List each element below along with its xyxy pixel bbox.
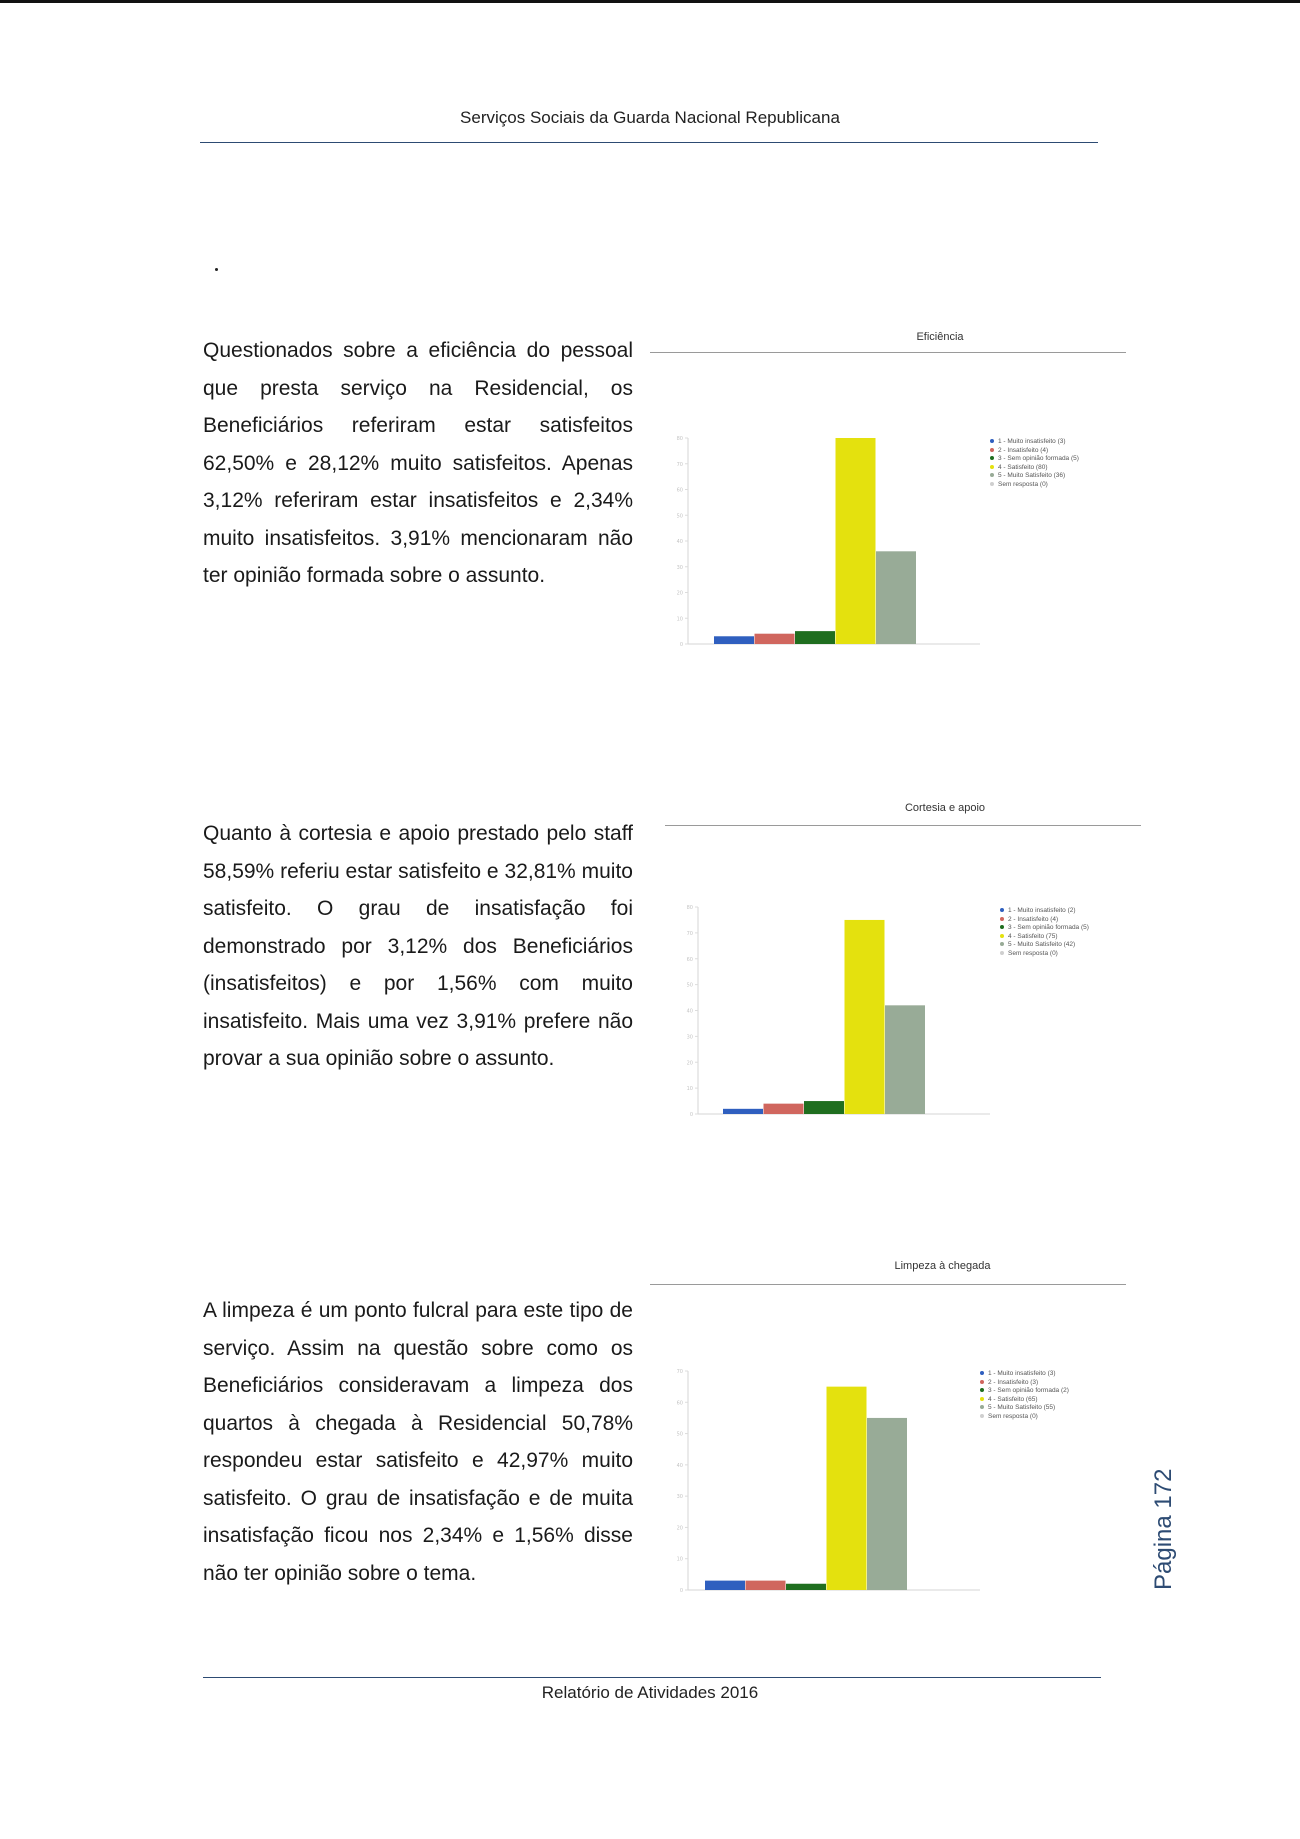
legend-item: [990, 481, 1079, 490]
legend-label: 1 - Muito insatisfeito (3): [988, 1370, 1056, 1377]
legend-item: [980, 1387, 1069, 1396]
legend-cortesia: [1000, 907, 1089, 958]
y-tick-label: 40: [676, 539, 683, 545]
chart-limpeza: [660, 1365, 990, 1595]
header-rule: [200, 142, 1098, 143]
paragraph-eficiencia: Questionados sobre a eficiência do pessoal que presta serviço na Residencial, os Beneficiários referiram estar satisfeitos 62,50% e 28,12% muito satisfeitos. Apenas 3,12% referiram estar insatisfeitos e 2,34% muito insatisfeitos. 3,91% mencionaram não ter opinião formada sobre o assunto.: [203, 339, 633, 587]
legend-label: 2 - Insatisfeito (3): [988, 1378, 1039, 1386]
chart-title-cortesia: Cortesia e apoio: [904, 802, 986, 814]
bar-eficiencia-5: [876, 551, 916, 644]
legend-swatch: [990, 482, 994, 486]
bar-cortesia-1: [723, 1109, 763, 1114]
y-tick-label: 20: [686, 1060, 693, 1067]
legend-label: 2 - Insatisfeito (4): [998, 446, 1049, 454]
legend-swatch: [990, 473, 994, 477]
bar-limpeza-5: [867, 1418, 907, 1590]
y-tick-label: 60: [676, 1400, 683, 1407]
y-tick-label: 40: [686, 1008, 693, 1015]
legend-limpeza: [980, 1370, 1069, 1421]
y-tick-label: 60: [676, 487, 683, 494]
bar-eficiencia-1: [714, 636, 754, 644]
legend-swatch: [980, 1380, 984, 1384]
legend-label: 5 - Muito Satisfeito (55): [988, 1404, 1056, 1411]
legend-swatch: [980, 1414, 984, 1418]
legend-item: [980, 1396, 1069, 1405]
y-tick-label: 10: [686, 1086, 693, 1093]
legend-item: [1000, 907, 1089, 916]
legend-item: [980, 1379, 1069, 1388]
y-tick-label: 80: [676, 436, 683, 442]
legend-label: 1 - Muito insatisfeito (3): [998, 438, 1066, 445]
legend-label: 2 - Insatisfeito (4): [1008, 915, 1059, 923]
bar-eficiencia-3: [795, 631, 835, 644]
legend-label: 1 - Muito insatisfeito (2): [1008, 907, 1076, 914]
chart-eficiencia: [660, 430, 990, 650]
legend-label: Sem resposta (0): [1008, 949, 1058, 957]
y-tick-label: 20: [676, 1525, 683, 1532]
legend-item: [1000, 924, 1089, 933]
legend-swatch: [990, 448, 994, 452]
chart-rule-limpeza: [650, 1284, 1126, 1285]
legend-item: [1000, 916, 1089, 925]
legend-swatch: [1000, 942, 1004, 946]
bar-limpeza-3: [786, 1584, 826, 1590]
y-tick-label: 70: [676, 1369, 683, 1375]
legend-label: 3 - Sem opinião formada (2): [988, 1387, 1069, 1394]
y-tick-label: 0: [679, 642, 683, 648]
y-tick-label: 70: [676, 461, 683, 468]
paragraph-limpeza: A limpeza é um ponto fulcral para este tipo de serviço. Assim na questão sobre como os Beneficiários consideravam a limpeza dos quartos à chegada à Residencial 50,78% respondeu estar satisfeito e 42,97% muito satisfeito. O grau de insatisfação e de muita insatisfação ficou nos 2,34% e 1,56% disse não ter opinião sobre o tema.: [203, 1299, 633, 1585]
legend-label: 5 - Muito Satisfeito (42): [1008, 941, 1076, 948]
page-footer: Relatório de Atividades 2016: [541, 1683, 759, 1702]
bar-limpeza-1: [705, 1581, 745, 1590]
y-tick-label: 70: [686, 930, 693, 937]
bar-cortesia-5: [885, 1005, 925, 1114]
legend-item: [990, 438, 1079, 447]
y-tick-label: 50: [686, 982, 693, 989]
legend-item: [980, 1404, 1069, 1413]
paragraph-cortesia: Quanto à cortesia e apoio prestado pelo staff 58,59% referiu estar satisfeito e 32,81% muito satisfeito. O grau de insatisfação foi demonstrado por 3,12% dos Beneficiários (insatisfeitos) e por 1,56% com muito insatisfeito. Mais uma vez 3,91% prefere não provar a sua opinião sobre o assunto.: [203, 822, 633, 1070]
legend-swatch: [990, 465, 994, 469]
footer-rule: [203, 1677, 1101, 1678]
y-tick-label: 50: [676, 1431, 683, 1438]
y-tick-label: 30: [686, 1034, 693, 1041]
legend-item: [1000, 933, 1089, 942]
legend-item: [990, 447, 1079, 456]
y-tick-label: 30: [676, 564, 683, 571]
page-number: Página 172: [1150, 1468, 1177, 1590]
legend-label: 4 - Satisfeito (80): [998, 463, 1048, 471]
legend-item: [980, 1413, 1069, 1422]
bar-limpeza-2: [746, 1581, 786, 1590]
chart-cortesia: [670, 902, 1000, 1117]
bar-limpeza-4: [827, 1387, 867, 1590]
legend-swatch: [1000, 925, 1004, 929]
y-tick-label: 10: [676, 616, 683, 623]
legend-label: 4 - Satisfeito (75): [1008, 932, 1058, 940]
legend-label: Sem resposta (0): [988, 1412, 1038, 1420]
y-tick-label: 30: [676, 1494, 683, 1501]
legend-swatch: [1000, 951, 1004, 955]
legend-label: 4 - Satisfeito (65): [988, 1395, 1038, 1403]
y-tick-label: 20: [676, 590, 683, 597]
legend-swatch: [990, 456, 994, 460]
y-tick-label: 0: [679, 1588, 683, 1594]
page-top-border: [0, 0, 1300, 3]
page-header: Serviços Sociais da Guarda Nacional Republicana: [460, 108, 840, 127]
stray-mark: [215, 268, 218, 271]
legend-eficiencia: [990, 438, 1079, 489]
legend-swatch: [1000, 917, 1004, 921]
legend-label: 3 - Sem opinião formada (5): [998, 455, 1079, 462]
legend-item: [990, 455, 1079, 464]
legend-swatch: [980, 1405, 984, 1409]
legend-label: 3 - Sem opinião formada (5): [1008, 924, 1089, 931]
chart-title-eficiencia: Eficiência: [916, 331, 964, 343]
legend-item: [980, 1370, 1069, 1379]
bar-eficiencia-4: [836, 438, 876, 644]
legend-item: [990, 472, 1079, 481]
y-tick-label: 40: [676, 1462, 683, 1469]
legend-label: Sem resposta (0): [998, 480, 1048, 488]
legend-swatch: [980, 1397, 984, 1401]
legend-item: [990, 464, 1079, 473]
legend-swatch: [990, 439, 994, 443]
bar-cortesia-2: [764, 1104, 804, 1114]
bar-cortesia-3: [804, 1101, 844, 1114]
chart-rule-cortesia: [665, 825, 1141, 826]
legend-swatch: [1000, 934, 1004, 938]
legend-swatch: [980, 1371, 984, 1375]
bar-cortesia-4: [845, 920, 885, 1114]
legend-item: [1000, 950, 1089, 959]
chart-title-limpeza: Limpeza à chegada: [894, 1260, 991, 1272]
y-tick-label: 60: [686, 956, 693, 963]
legend-swatch: [1000, 908, 1004, 912]
y-tick-label: 0: [689, 1112, 693, 1118]
y-tick-label: 10: [676, 1556, 683, 1563]
bar-eficiencia-2: [755, 634, 795, 644]
y-tick-label: 50: [676, 513, 683, 520]
legend-item: [1000, 941, 1089, 950]
y-tick-label: 80: [686, 905, 693, 911]
legend-swatch: [980, 1388, 984, 1392]
legend-label: 5 - Muito Satisfeito (36): [998, 472, 1066, 479]
chart-rule-eficiencia: [650, 352, 1126, 353]
